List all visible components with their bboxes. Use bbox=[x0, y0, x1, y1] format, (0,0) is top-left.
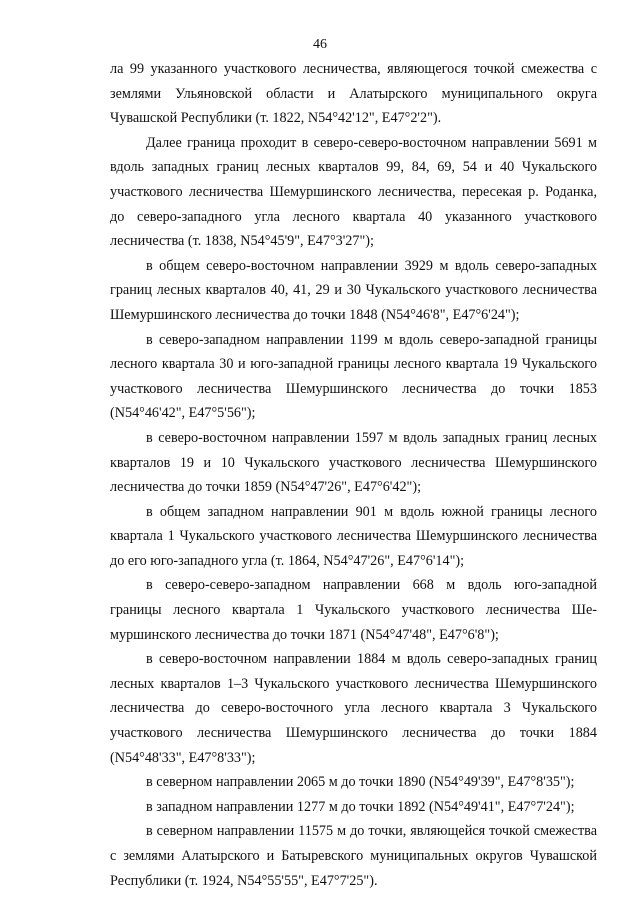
paragraph-continued: ла 99 указанного участкового лесничества, являющегося точкой смежества с землями Ульяновской области и Алатырского муниципального округа Чувашской Республики (т. 1822, N54°42'12", E47°2'2"). bbox=[110, 61, 597, 127]
paragraph: в северо-восточном направлении 1597 м вдоль западных границ лесных кварталов 19 и 10 Чукальского участкового лесничества Шемуршинского лесничества до точки 1859 (N54°47'26", E47°6'42"); bbox=[110, 429, 597, 496]
page-number: 46 bbox=[313, 37, 327, 52]
paragraph: в северном направлении 11575 м до точки, являющейся точкой смежества с землями Алатырского и Батыревского муниципальных округов Чувашской Республики (т. 1924, N54°55'55", E47°7'25"). bbox=[110, 823, 597, 889]
paragraph: в западном направлении 1277 м до точки 1892 (N54°49'41", E47°7'24"); bbox=[146, 798, 575, 815]
paragraph: Далее граница проходит в северо-северо-восточном направлении 5691 м вдоль западных границ лесных кварталов 99, 84, 69, 54 и 40 Чукальского участкового лесничества Шемуршинского лесничества, пересекая р. Роданка, до северо-западного угла лесного квартала 40 указанного участкового лесничества (т. 1838, N54°45'9", E47°3'27"); bbox=[110, 134, 597, 250]
document-body bbox=[110, 57, 597, 893]
paragraph: в северо-восточном направлении 1884 м вдоль северо-западных границ лесных кварталов 1–3 Чукальского участкового лесничества Шемуршинского лесничества до северо-восточного угла лесного квартала 3 Чукальского участкового лесничества Шемуршинского лесничества до точки 1884 (N54°48'33", E47°8'33"); bbox=[110, 651, 597, 766]
paragraph: в общем северо-восточном направлении 3929 м вдоль северо-западных границ лесных кварталов 40, 41, 29 и 30 Чукальского участкового лесничества Шемуршинского лесничества до точки 1848 (N54°46'8", E47°6'24"); bbox=[110, 257, 597, 323]
paragraph: в северо-северо-западном направлении 668 м вдоль юго-западной границы лесного квартала 1 Чукальского участкового лесничества Шемуршинского лесничества до точки 1871 (N54°47'48", E47°6'8"); bbox=[110, 577, 597, 643]
paragraph: в общем западном направлении 901 м вдоль южной границы лесного квартала 1 Чукальского участкового лесничества Шемуршинского лесничества до его юго-западного угла (т. 1864, N54°47'26", E47°6'14"); bbox=[110, 503, 597, 569]
paragraph: в северо-западном направлении 1199 м вдоль северо-западной границы лесного квартала 30 и юго-западной границы лесного квартала 19 Чукальского участкового лесничества Шемуршинского лесничества до точки 1853 (N54°46'42", E47°5'56"); bbox=[110, 331, 597, 422]
paragraph: в северном направлении 2065 м до точки 1890 (N54°49'39", E47°8'35"); bbox=[146, 774, 575, 791]
